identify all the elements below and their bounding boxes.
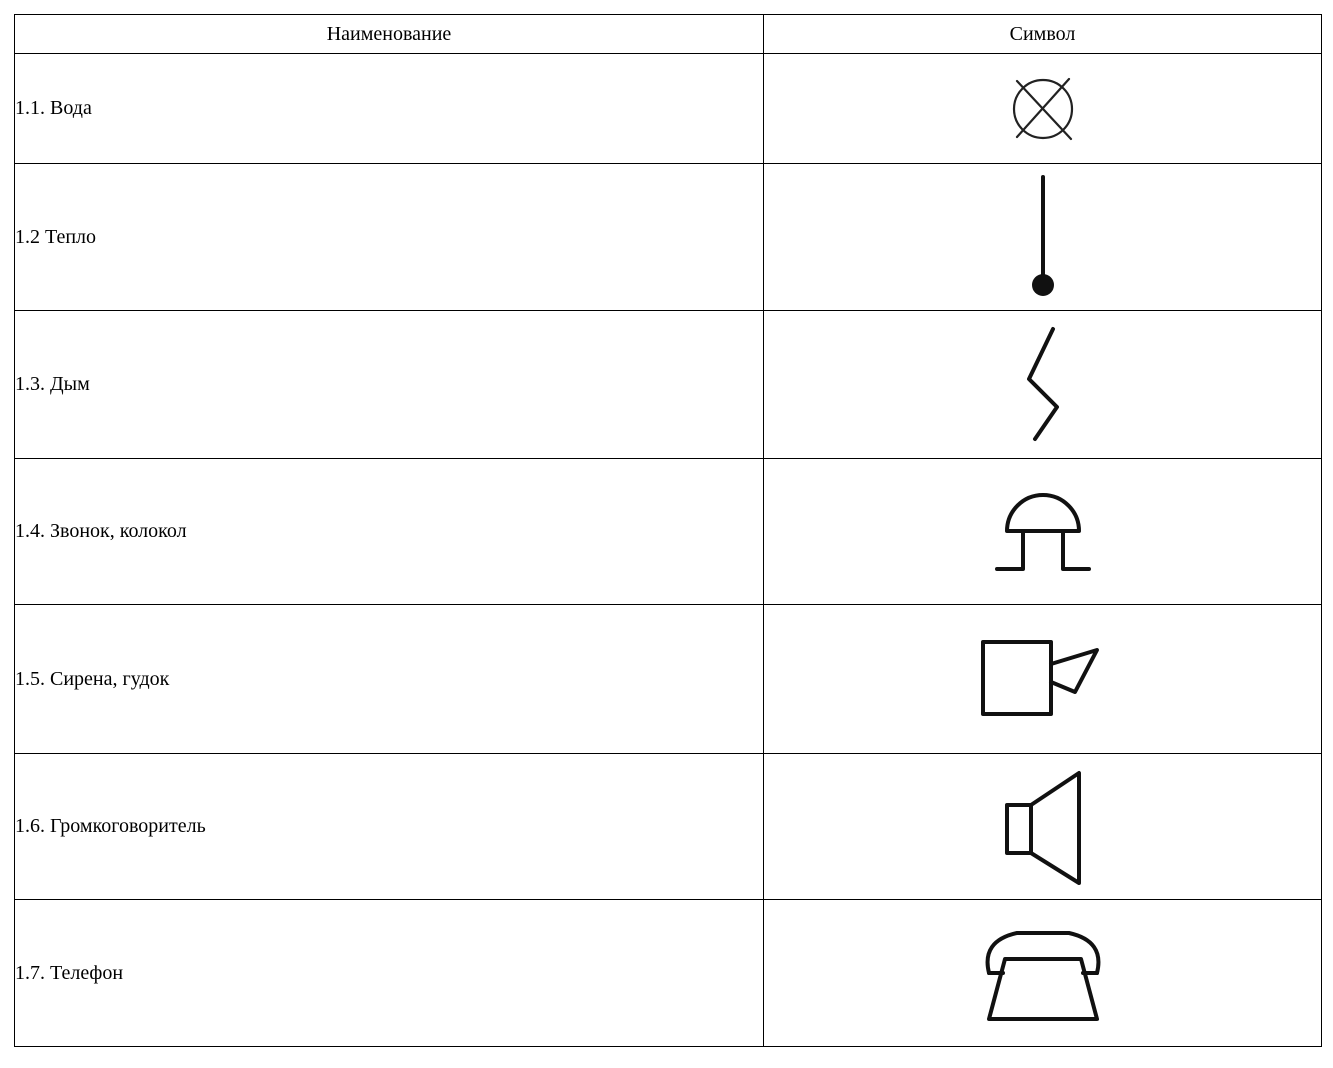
table-row	[15, 54, 1322, 164]
table-row	[15, 754, 1322, 900]
row-symbol	[764, 754, 1322, 900]
row-name: 1.5. Сирена, гудок	[15, 605, 764, 754]
siren-icon	[973, 634, 1113, 724]
row-symbol	[764, 54, 1322, 164]
row-name: 1.1. Вода	[15, 54, 764, 164]
loudspeaker-icon	[993, 767, 1093, 887]
telephone-icon	[973, 919, 1113, 1027]
table-row	[15, 164, 1322, 311]
bell-icon	[993, 487, 1093, 577]
row-symbol	[764, 164, 1322, 311]
row-symbol	[764, 605, 1322, 754]
smoke-icon	[1013, 323, 1073, 447]
symbols-table	[14, 14, 1322, 1047]
row-symbol	[764, 459, 1322, 605]
row-name: 1.7. Телефон	[15, 900, 764, 1047]
row-name: 1.6. Громкоговоритель	[15, 754, 764, 900]
water-icon	[1003, 69, 1083, 149]
row-name: 1.3. Дым	[15, 311, 764, 459]
row-name: 1.2 Тепло	[15, 164, 764, 311]
row-symbol	[764, 311, 1322, 459]
table-row	[15, 900, 1322, 1047]
table-header-row	[15, 15, 1322, 54]
header-symbol: Символ	[764, 15, 1322, 54]
row-name: 1.4. Звонок, колокол	[15, 459, 764, 605]
heat-icon	[1023, 171, 1063, 303]
header-name: Наименование	[15, 15, 764, 54]
row-symbol	[764, 900, 1322, 1047]
table-row	[15, 311, 1322, 459]
table-row	[15, 605, 1322, 754]
table-row	[15, 459, 1322, 605]
